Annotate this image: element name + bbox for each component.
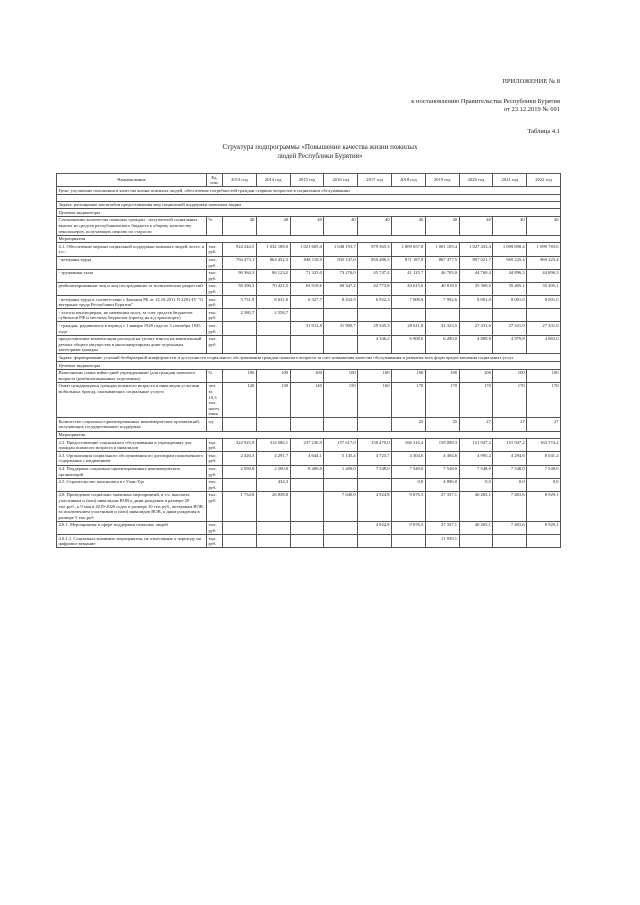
section-label: Мероприятия bbox=[57, 235, 561, 243]
column-header: 2020 год bbox=[459, 174, 493, 187]
value-cell: 1 027 433,4 bbox=[459, 243, 493, 256]
unit-cell: тыс. руб. bbox=[207, 521, 223, 534]
value-cell bbox=[324, 418, 358, 431]
value-cell: 166 316,4 bbox=[391, 439, 425, 452]
row-name-cell: Выполнение плана койко-дней учреждениями (для граждан пожилого возраста (реабилитационных отделениях) bbox=[57, 369, 207, 382]
section-row bbox=[57, 235, 561, 243]
value-cell: 969 225,4 bbox=[527, 256, 561, 269]
value-cell: 58 296,3 bbox=[223, 282, 257, 295]
resolution-reference bbox=[411, 98, 560, 114]
value-cell: 1 021 605,0 bbox=[290, 243, 324, 256]
section-row bbox=[57, 209, 561, 217]
table-header-row bbox=[57, 174, 561, 187]
value-cell: 29 345,3 bbox=[358, 322, 392, 335]
resolution-line-1: к постановлению Правительства Республики Бурятия bbox=[411, 98, 560, 105]
value-cell: 8 041,2 bbox=[527, 452, 561, 465]
value-cell bbox=[223, 521, 257, 534]
value-cell: 1 734,8 bbox=[223, 491, 257, 521]
value-cell bbox=[256, 535, 290, 548]
value-cell: 27 331,0 bbox=[493, 322, 527, 335]
value-cell: 7 401,6 bbox=[493, 491, 527, 521]
value-cell bbox=[256, 521, 290, 534]
value-cell: 0,0 bbox=[527, 478, 561, 491]
value-cell: 9 076,3 bbox=[391, 521, 425, 534]
table-row bbox=[57, 491, 561, 521]
row-name-cell: 4.3. Организация социального обслуживания по договорам пожизненного содержания с иждивением bbox=[57, 452, 207, 465]
appendix-label: ПРИЛОЖЕНИЕ № 8 bbox=[502, 78, 560, 85]
row-name-cell: Соотношение количества пожилых граждан - получателей социальных выплат из средств республиканского бюджета к общему количеству пенсионеров, получающих пенсию по старости bbox=[57, 216, 207, 235]
value-cell: 4 644,1 bbox=[290, 452, 324, 465]
section-label: Цель: улучшение положения и качества жизни пожилых людей, обеспечение потребностей граждан старших возрастов в социальном обслуживании bbox=[57, 187, 561, 195]
row-name-cell: 4.6. Проведение социально значимых мероприятий, в т.ч. выплаты: участникам и (или) инвалидам ВОВ к дням рождения в размере 20 тыс.руб., к 9 мая в 2019-2020 годах в размере 10 тыс.руб., ветеранам ВОВ, за исключением участников и (или) инвалидов ВОВ, к дням рождения в размере 5 тыс.руб. bbox=[57, 491, 207, 521]
row-name-cell: реабилитированные лиц и лиц пострадавших от политических репрессий bbox=[57, 282, 207, 295]
value-cell: 100 bbox=[391, 369, 425, 382]
value-cell: 86 123,2 bbox=[256, 269, 290, 282]
value-cell bbox=[527, 309, 561, 322]
table-row bbox=[57, 335, 561, 354]
document-title bbox=[150, 143, 490, 161]
value-cell: 1 048 193,7 bbox=[324, 243, 358, 256]
value-cell bbox=[358, 478, 392, 491]
value-cell bbox=[324, 309, 358, 322]
value-cell: 8 400,0 bbox=[290, 465, 324, 478]
value-cell bbox=[290, 535, 324, 548]
unit-cell: тыс. руб. bbox=[207, 535, 223, 548]
row-name-cell: - ветераны труда в соответствии с Законом РБ от 13.10.2011 N 2291-IV "О ветеранах труда Республики Бурятия" bbox=[57, 296, 207, 309]
value-cell: 27 331,0 bbox=[459, 322, 493, 335]
value-cell: 7 548,0 bbox=[493, 465, 527, 478]
section-label: Мероприятия bbox=[57, 431, 561, 439]
value-cell: 6 280,0 bbox=[425, 335, 459, 354]
value-cell: 100 bbox=[425, 369, 459, 382]
table-row bbox=[57, 382, 561, 418]
unit-cell: тыс. руб. bbox=[207, 309, 223, 322]
value-cell: 40 bbox=[358, 216, 392, 235]
value-cell: 45 747,4 bbox=[358, 269, 392, 282]
value-cell bbox=[459, 309, 493, 322]
row-name-cell: 4.6.1. Мероприятия в сфере поддержки пожилых людей bbox=[57, 521, 207, 534]
value-cell: 90 364,3 bbox=[223, 269, 257, 282]
value-cell: 6 908,0 bbox=[391, 335, 425, 354]
unit-cell: тыс. руб. bbox=[207, 452, 223, 465]
value-cell: 40 bbox=[223, 216, 257, 235]
value-cell bbox=[256, 335, 290, 354]
value-cell: 27 337,1 bbox=[425, 491, 459, 521]
value-cell: 163 574,2 bbox=[527, 439, 561, 452]
value-cell: 1 400,0 bbox=[324, 465, 358, 478]
value-cell: 2 050,0 bbox=[223, 465, 257, 478]
value-cell bbox=[223, 418, 257, 431]
value-cell: 11 039,1 bbox=[425, 535, 459, 548]
row-name-cell: Охват нуждающихся граждан пожилого возраста и инвалидов услугами мобильных бригад, оказывающих социальные услуги bbox=[57, 382, 207, 418]
value-cell: 160 bbox=[358, 382, 392, 418]
row-name-cell: 4.5. Строительство пансионата в г.Улан-Удэ bbox=[57, 478, 207, 491]
value-cell: 6 952,3 bbox=[358, 296, 392, 309]
value-cell bbox=[459, 535, 493, 548]
value-cell: 850 486,3 bbox=[358, 256, 392, 269]
value-cell: 44 896,3 bbox=[493, 269, 527, 282]
title-line-2: людей Республики Бурятия» bbox=[277, 152, 363, 160]
table-row bbox=[57, 418, 561, 431]
value-cell: 151 947,2 bbox=[493, 439, 527, 452]
value-cell: 27 331,0 bbox=[527, 322, 561, 335]
value-cell: 40 bbox=[527, 216, 561, 235]
row-name-cell: предоставление компенсации расходов на уплату взноса на капитальный ремонт общего имущества в многоквартирном доме отдельным категориям граждан bbox=[57, 335, 207, 354]
column-header: 2022 год bbox=[527, 174, 561, 187]
value-cell: 4 865,0 bbox=[527, 335, 561, 354]
value-cell: 8 001,0 bbox=[459, 296, 493, 309]
table-row bbox=[57, 256, 561, 269]
value-cell: 4 723,7 bbox=[358, 452, 392, 465]
section-label: Задача: расширение масштабов предоставления мер социальной поддержки пожилым людям bbox=[57, 201, 561, 209]
value-cell: 4 346,2 bbox=[358, 335, 392, 354]
value-cell bbox=[391, 535, 425, 548]
value-cell: 40 bbox=[256, 216, 290, 235]
value-cell: 40 bbox=[425, 216, 459, 235]
value-cell bbox=[358, 309, 392, 322]
row-name-cell: 4.6.1.1. Социально-значимые мероприятия, не отнесенные к переходу на цифровое вещание bbox=[57, 535, 207, 548]
value-cell bbox=[290, 309, 324, 322]
value-cell: 1 009 657,8 bbox=[391, 243, 425, 256]
unit-cell: тыс. руб. bbox=[207, 465, 223, 478]
table-row bbox=[57, 269, 561, 282]
value-cell bbox=[223, 478, 257, 491]
table-row bbox=[57, 439, 561, 452]
section-label: Целевые индикаторы bbox=[57, 362, 561, 370]
value-cell: 8 001,0 bbox=[527, 296, 561, 309]
row-name-cell: - труженики тыла bbox=[57, 269, 207, 282]
column-header: 2021 год bbox=[493, 174, 527, 187]
value-cell: 26 838,8 bbox=[256, 491, 290, 521]
value-cell bbox=[324, 335, 358, 354]
table-row bbox=[57, 216, 561, 235]
table-row bbox=[57, 478, 561, 491]
value-cell: 7 548,0 bbox=[527, 465, 561, 478]
value-cell bbox=[358, 418, 392, 431]
unit-cell: тыс. руб. bbox=[207, 256, 223, 269]
table-row bbox=[57, 282, 561, 295]
value-cell: 8 929,1 bbox=[527, 491, 561, 521]
value-cell: 864 452,3 bbox=[256, 256, 290, 269]
value-cell: 100 bbox=[324, 369, 358, 382]
value-cell: 324 925,9 bbox=[223, 439, 257, 452]
column-header: 2016 год bbox=[324, 174, 358, 187]
value-cell: 100 bbox=[290, 369, 324, 382]
value-cell: 794 473,1 bbox=[223, 256, 257, 269]
value-cell: 7 548,0 bbox=[358, 465, 392, 478]
unit-cell: тыс. руб. bbox=[207, 491, 223, 521]
value-cell: 170 bbox=[391, 382, 425, 418]
value-cell: 4 924,8 bbox=[358, 521, 392, 534]
section-label: Целевые индикаторы bbox=[57, 209, 561, 217]
value-cell: 8 432,9 bbox=[324, 296, 358, 309]
value-cell: 7 992,6 bbox=[425, 296, 459, 309]
value-cell: 4 291,7 bbox=[256, 452, 290, 465]
unit-cell: % bbox=[207, 216, 223, 235]
value-cell: 27 bbox=[459, 418, 493, 431]
value-cell: 434,3 bbox=[256, 478, 290, 491]
value-cell: 32 323,5 bbox=[425, 322, 459, 335]
column-header: 2018 год bbox=[391, 174, 425, 187]
value-cell: 35 405,1 bbox=[493, 282, 527, 295]
table-row bbox=[57, 322, 561, 335]
table-row bbox=[57, 452, 561, 465]
value-cell: 35 369,5 bbox=[459, 282, 493, 295]
column-header: Наименование bbox=[57, 174, 207, 187]
value-cell: 150 470,0 bbox=[358, 439, 392, 452]
value-cell: 40 bbox=[459, 216, 493, 235]
value-cell: 0,0 bbox=[493, 478, 527, 491]
value-cell: 867 477,5 bbox=[425, 256, 459, 269]
value-cell: 25 bbox=[391, 418, 425, 431]
value-cell: 2 200,0 bbox=[256, 465, 290, 478]
value-cell bbox=[324, 535, 358, 548]
value-cell: 8 001,0 bbox=[493, 296, 527, 309]
section-row bbox=[57, 431, 561, 439]
section-row bbox=[57, 187, 561, 195]
value-cell bbox=[223, 322, 257, 335]
unit-cell: ед. bbox=[207, 418, 223, 431]
value-cell: 0,0 bbox=[459, 478, 493, 491]
value-cell: 41 125,7 bbox=[391, 269, 425, 282]
column-header: 2013 год bbox=[223, 174, 257, 187]
value-cell: 170 bbox=[459, 382, 493, 418]
value-cell: 159 098,3 bbox=[425, 439, 459, 452]
value-cell: 5 731,9 bbox=[223, 296, 257, 309]
value-cell: 9 076,3 bbox=[391, 491, 425, 521]
value-cell bbox=[290, 521, 324, 534]
value-cell: 42 773,8 bbox=[358, 282, 392, 295]
value-cell: 130 bbox=[256, 382, 290, 418]
value-cell: 2 558,7 bbox=[256, 309, 290, 322]
value-cell: 4 995,2 bbox=[459, 452, 493, 465]
value-cell: 150 bbox=[324, 382, 358, 418]
value-cell: 40 265,1 bbox=[459, 491, 493, 521]
row-name-cell: - льготы пенсионерам, не имеющим льгот, за счет средств бюджетов субъектов РФ и местных бюджетов (проезд на а/д транспорте) bbox=[57, 309, 207, 322]
value-cell bbox=[256, 418, 290, 431]
value-cell: 40 265,1 bbox=[459, 521, 493, 534]
value-cell: 40 bbox=[290, 216, 324, 235]
value-cell: 46 705,0 bbox=[425, 269, 459, 282]
value-cell: 100 bbox=[493, 369, 527, 382]
value-cell: 71 325,0 bbox=[290, 269, 324, 282]
table-row bbox=[57, 296, 561, 309]
value-cell bbox=[290, 478, 324, 491]
value-cell bbox=[290, 335, 324, 354]
value-cell bbox=[493, 309, 527, 322]
table-row bbox=[57, 465, 561, 478]
title-line-1: Структура подпрограммы «Повышение качества жизни пожилых bbox=[222, 143, 418, 151]
subprogram-structure-table bbox=[56, 173, 561, 548]
value-cell: 44 615,6 bbox=[391, 282, 425, 295]
value-cell bbox=[493, 535, 527, 548]
value-cell: 35 405,1 bbox=[527, 282, 561, 295]
value-cell: 40 818,5 bbox=[425, 282, 459, 295]
unit-cell: чел. за 10,3 тыс. населения bbox=[207, 382, 223, 418]
value-cell: 27 bbox=[493, 418, 527, 431]
value-cell: 1 009 898,4 bbox=[493, 243, 527, 256]
value-cell: 27 337,1 bbox=[425, 521, 459, 534]
value-cell: 8 929,1 bbox=[527, 521, 561, 534]
value-cell: 7 548,0 bbox=[425, 465, 459, 478]
value-cell: 4 889,8 bbox=[459, 335, 493, 354]
value-cell: 100 bbox=[527, 369, 561, 382]
value-cell: 7 401,6 bbox=[493, 521, 527, 534]
value-cell bbox=[324, 521, 358, 534]
value-cell: 170 bbox=[425, 382, 459, 418]
value-cell: 897 021,7 bbox=[459, 256, 493, 269]
value-cell: 157 617,0 bbox=[324, 439, 358, 452]
value-cell: 151 947,2 bbox=[459, 439, 493, 452]
value-cell: 871 187,8 bbox=[391, 256, 425, 269]
table-row bbox=[57, 243, 561, 256]
value-cell: 848 118,0 bbox=[290, 256, 324, 269]
value-cell: 969 225,4 bbox=[493, 256, 527, 269]
value-cell: 4 494,6 bbox=[425, 452, 459, 465]
value-cell: 835 147,0 bbox=[324, 256, 358, 269]
value-cell: 100 bbox=[223, 369, 257, 382]
table-row bbox=[57, 369, 561, 382]
column-header: 2014 год bbox=[256, 174, 290, 187]
value-cell: 314 586,1 bbox=[256, 439, 290, 452]
unit-cell: тыс. руб. bbox=[207, 439, 223, 452]
value-cell: 4 924,8 bbox=[358, 491, 392, 521]
row-name-cell: 4.4. Поддержка социально-ориентированных некоммерческих организаций bbox=[57, 465, 207, 478]
value-cell: 100 bbox=[459, 369, 493, 382]
value-cell: 40 bbox=[493, 216, 527, 235]
value-cell: 979 565,3 bbox=[358, 243, 392, 256]
row-name-cell: Количество социально-ориентированных некоммерческих организаций, получающих государственную поддержку bbox=[57, 418, 207, 431]
value-cell: 69 347,2 bbox=[324, 282, 358, 295]
column-header: 2017 год bbox=[358, 174, 392, 187]
value-cell: 1 001 105,4 bbox=[425, 243, 459, 256]
value-cell bbox=[391, 309, 425, 322]
value-cell: 27 bbox=[527, 418, 561, 431]
value-cell: 70 421,5 bbox=[256, 282, 290, 295]
unit-cell: тыс. руб. bbox=[207, 243, 223, 256]
value-cell: 100 bbox=[256, 369, 290, 382]
value-cell bbox=[527, 535, 561, 548]
value-cell: 0,0 bbox=[391, 478, 425, 491]
value-cell: 4 896,0 bbox=[425, 478, 459, 491]
value-cell: 2 426,3 bbox=[223, 452, 257, 465]
value-cell: 1 099 783,6 bbox=[527, 243, 561, 256]
value-cell: 5 145,4 bbox=[324, 452, 358, 465]
value-cell: 6 327,7 bbox=[290, 296, 324, 309]
value-cell: 25 bbox=[425, 418, 459, 431]
value-cell: 7 548,0 bbox=[391, 465, 425, 478]
section-row bbox=[57, 201, 561, 209]
resolution-line-2: от 23.12.2019 № 691 bbox=[503, 106, 560, 113]
unit-cell: тыс. руб. bbox=[207, 282, 223, 295]
value-cell bbox=[256, 322, 290, 335]
section-label bbox=[57, 194, 561, 201]
unit-cell: тыс. руб. bbox=[207, 296, 223, 309]
value-cell bbox=[290, 491, 324, 521]
table-row bbox=[57, 535, 561, 548]
value-cell: 44 760,4 bbox=[459, 269, 493, 282]
value-cell: 924 244,5 bbox=[223, 243, 257, 256]
value-cell bbox=[223, 535, 257, 548]
value-cell bbox=[324, 478, 358, 491]
table-row bbox=[57, 521, 561, 534]
value-cell: 40 bbox=[391, 216, 425, 235]
value-cell: 4 304,6 bbox=[391, 452, 425, 465]
value-cell: 7 008,9 bbox=[391, 296, 425, 309]
value-cell: 28 611,8 bbox=[391, 322, 425, 335]
section-row bbox=[57, 362, 561, 370]
unit-cell: тыс. руб. bbox=[207, 335, 223, 354]
value-cell: 8 631,0 bbox=[256, 296, 290, 309]
value-cell: 63 910,6 bbox=[290, 282, 324, 295]
column-header: Ед. изм. bbox=[207, 174, 223, 187]
value-cell: 120 bbox=[223, 382, 257, 418]
value-cell: 31 912,8 bbox=[290, 322, 324, 335]
table-row bbox=[57, 309, 561, 322]
value-cell: 1 032 188,0 bbox=[256, 243, 290, 256]
column-header: 2019 год bbox=[425, 174, 459, 187]
row-name-cell: - граждан, родившихся в период с 1 января 1928 года по 3 сентября 1945 года bbox=[57, 322, 207, 335]
row-name-cell: - ветераны труда bbox=[57, 256, 207, 269]
value-cell: 237 230,9 bbox=[290, 439, 324, 452]
value-cell: 40 bbox=[324, 216, 358, 235]
value-cell: 7 548,0 bbox=[459, 465, 493, 478]
value-cell: 31 900,7 bbox=[324, 322, 358, 335]
value-cell: 100 bbox=[358, 369, 392, 382]
value-cell: 4 294,6 bbox=[493, 452, 527, 465]
section-row bbox=[57, 354, 561, 362]
value-cell: 140 bbox=[290, 382, 324, 418]
value-cell: 2 380,7 bbox=[223, 309, 257, 322]
row-name-cell: 4.1. Обеспечение мерами социальной поддержки пожилых людей, всего, в т.ч.: bbox=[57, 243, 207, 256]
value-cell: 73 276,0 bbox=[324, 269, 358, 282]
value-cell: 170 bbox=[527, 382, 561, 418]
unit-cell: тыс. руб. bbox=[207, 322, 223, 335]
table-number: Таблица 4.1 bbox=[527, 128, 560, 135]
unit-cell: тыс. руб. bbox=[207, 478, 223, 491]
column-header: 2015 год bbox=[290, 174, 324, 187]
value-cell: 44 896,3 bbox=[527, 269, 561, 282]
value-cell: 4 979,8 bbox=[493, 335, 527, 354]
row-name-cell: 4.2. Предоставление социального обслуживания в учреждениях для граждан пожилого возраста и инвалидов bbox=[57, 439, 207, 452]
value-cell bbox=[425, 309, 459, 322]
value-cell: 170 bbox=[493, 382, 527, 418]
value-cell bbox=[358, 535, 392, 548]
value-cell bbox=[290, 418, 324, 431]
section-row bbox=[57, 194, 561, 201]
value-cell bbox=[223, 335, 257, 354]
value-cell: 7 640,0 bbox=[324, 491, 358, 521]
unit-cell: % bbox=[207, 369, 223, 382]
unit-cell: тыс. руб. bbox=[207, 269, 223, 282]
section-label: Задача: формирование условий безбарьерной комфортности и доступности социального обслуживания граждан пожилого возраста за счет повышения качества обслуживания и развития всех форм предоставления социальных услуг bbox=[57, 354, 561, 362]
